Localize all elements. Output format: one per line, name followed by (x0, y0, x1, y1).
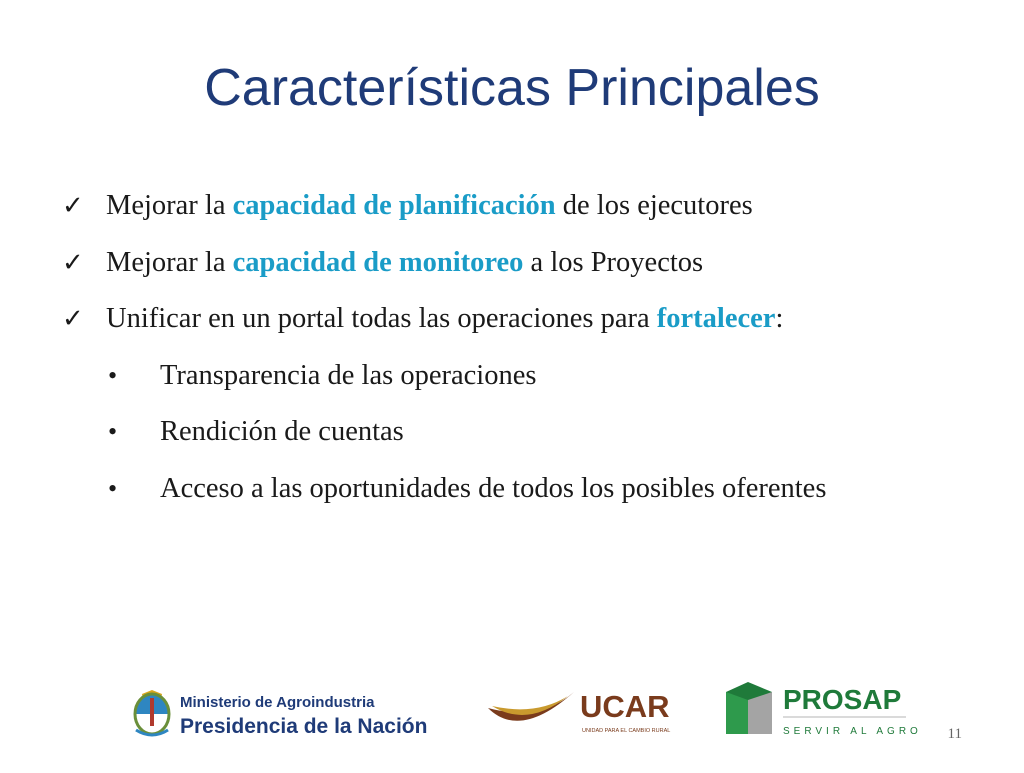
list-item-text (106, 190, 753, 222)
highlighted-text: capacidad de planificación (232, 190, 556, 221)
bullet-icon: • (108, 417, 118, 446)
ministerio-line1: Ministerio de Agroindustria (180, 694, 375, 711)
ministerio-line2: Presidencia de la Nación (180, 715, 428, 738)
check-icon: ✓ (62, 191, 84, 221)
bullet-icon: • (108, 473, 118, 503)
logos-strip (0, 670, 1024, 768)
bullet-list (62, 190, 1002, 529)
ucar-name: UCAR (580, 689, 670, 724)
list-item-text (106, 247, 703, 279)
highlighted-text: capacidad de monitoreo (232, 246, 524, 278)
text-segment: Transparencia de las operaciones (160, 359, 537, 391)
page-number: 11 (947, 726, 962, 742)
text-segment: a los Proyectos (523, 246, 704, 278)
ucar-swoosh-icon (488, 692, 574, 721)
text-segment: Mejorar la (106, 246, 233, 278)
highlighted-text: fortalecer (656, 303, 776, 334)
text-segment: Mejorar la (106, 190, 233, 221)
list-item-text (106, 303, 783, 335)
ucar-tagline: UNIDAD PARA EL CAMBIO RURAL (582, 728, 671, 734)
list-item-text (160, 416, 404, 448)
list-item-text (160, 360, 536, 392)
prosap-mark-icon (726, 682, 772, 734)
slide-title: Características Principales (204, 59, 820, 117)
bullet-list-item (62, 416, 1002, 473)
check-list-item (62, 247, 1002, 304)
prosap-name: PROSAP (783, 684, 902, 715)
bullet-list-item (62, 360, 1002, 417)
footer-logos (0, 670, 1024, 768)
coat-of-arms-icon (135, 690, 169, 735)
bullet-list-item (62, 473, 1002, 530)
text-segment: de los ejecutores (555, 190, 753, 221)
check-icon: ✓ (62, 304, 84, 334)
prosap-tagline: SERVIR AL AGRO (783, 726, 922, 737)
text-segment: : (775, 303, 784, 334)
text-segment: Unificar en un portal todas las operaciones para (106, 303, 657, 334)
check-list-item (62, 190, 1002, 247)
check-list-item (62, 303, 1002, 360)
text-segment: Acceso a las oportunidades de todos los posibles oferentes (160, 472, 827, 504)
text-segment: Rendición de cuentas (160, 416, 404, 447)
check-icon: ✓ (62, 247, 84, 278)
list-item-text (160, 473, 826, 505)
bullet-icon: • (108, 360, 118, 390)
